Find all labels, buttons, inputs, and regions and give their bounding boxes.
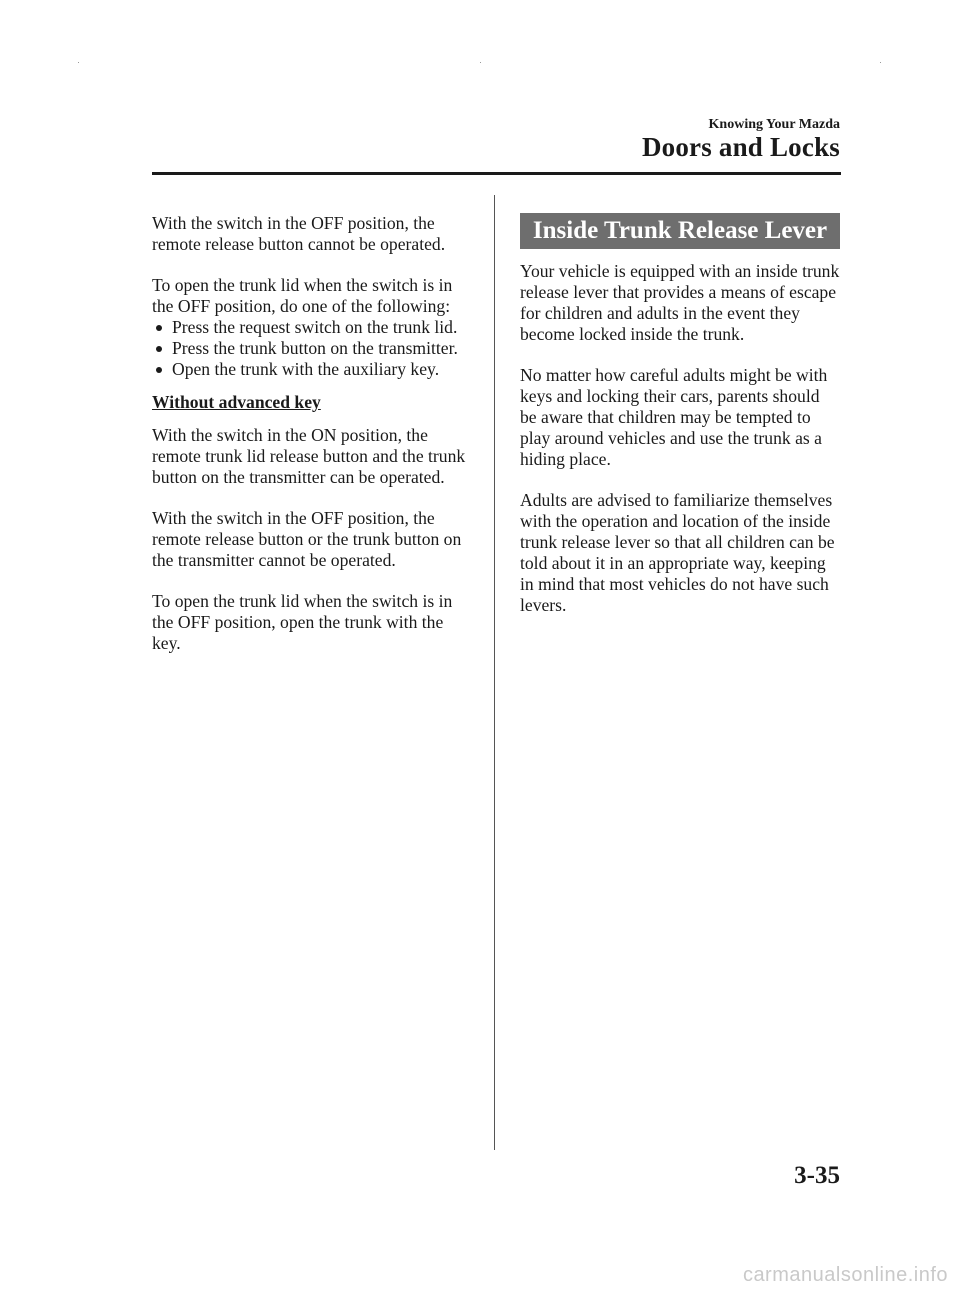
left-column	[152, 213, 472, 674]
paragraph: No matter how careful adults might be with keys and locking their cars, parents should be aware that children may be tempted to play around vehicles and use the trunk as a hiding place.	[520, 365, 828, 469]
subheading: Without advanced key	[152, 392, 321, 412]
paragraph: To open the trunk lid when the switch is in the OFF position, open the trunk with the key.	[152, 591, 453, 653]
watermark: carmanualsonline.info	[742, 1264, 948, 1286]
header-divider	[152, 172, 841, 175]
paragraph: To open the trunk lid when the switch is in the OFF position, do one of the following:	[152, 275, 453, 316]
chapter-title: Knowing Your Mazda	[708, 117, 840, 132]
section-title: Doors and Locks	[641, 132, 840, 162]
crop-mark	[880, 62, 881, 63]
section-banner: Inside Trunk Release Lever	[520, 213, 840, 249]
paragraph: Adults are advised to familiarize themselves with the operation and location of the inside trunk release lever so that all children can be told about it in an appropriate way, keeping in mind that most vehicles do not have such levers.	[520, 490, 835, 615]
column-divider	[494, 195, 495, 1150]
bullet-list	[152, 317, 472, 380]
crop-mark	[78, 62, 79, 63]
crop-mark	[480, 62, 481, 63]
paragraph: With the switch in the OFF position, the remote release button cannot be operated.	[152, 213, 446, 254]
paragraph: With the switch in the ON position, the remote trunk lid release button and the trunk button on the transmitter can be operated.	[152, 425, 466, 487]
paragraph: Your vehicle is equipped with an inside trunk release lever that provides a means of escape for children and adults in the event they become locked inside the trunk.	[520, 261, 840, 344]
paragraph: With the switch in the OFF position, the remote release button or the trunk button on the transmitter cannot be operated.	[152, 508, 462, 570]
right-column	[520, 261, 840, 636]
list-item: Press the request switch on the trunk lid.	[152, 317, 472, 338]
list-item: Press the trunk button on the transmitter.	[152, 338, 472, 359]
list-item: Open the trunk with the auxiliary key.	[152, 359, 472, 380]
page-number: 3-35	[794, 1162, 840, 1189]
